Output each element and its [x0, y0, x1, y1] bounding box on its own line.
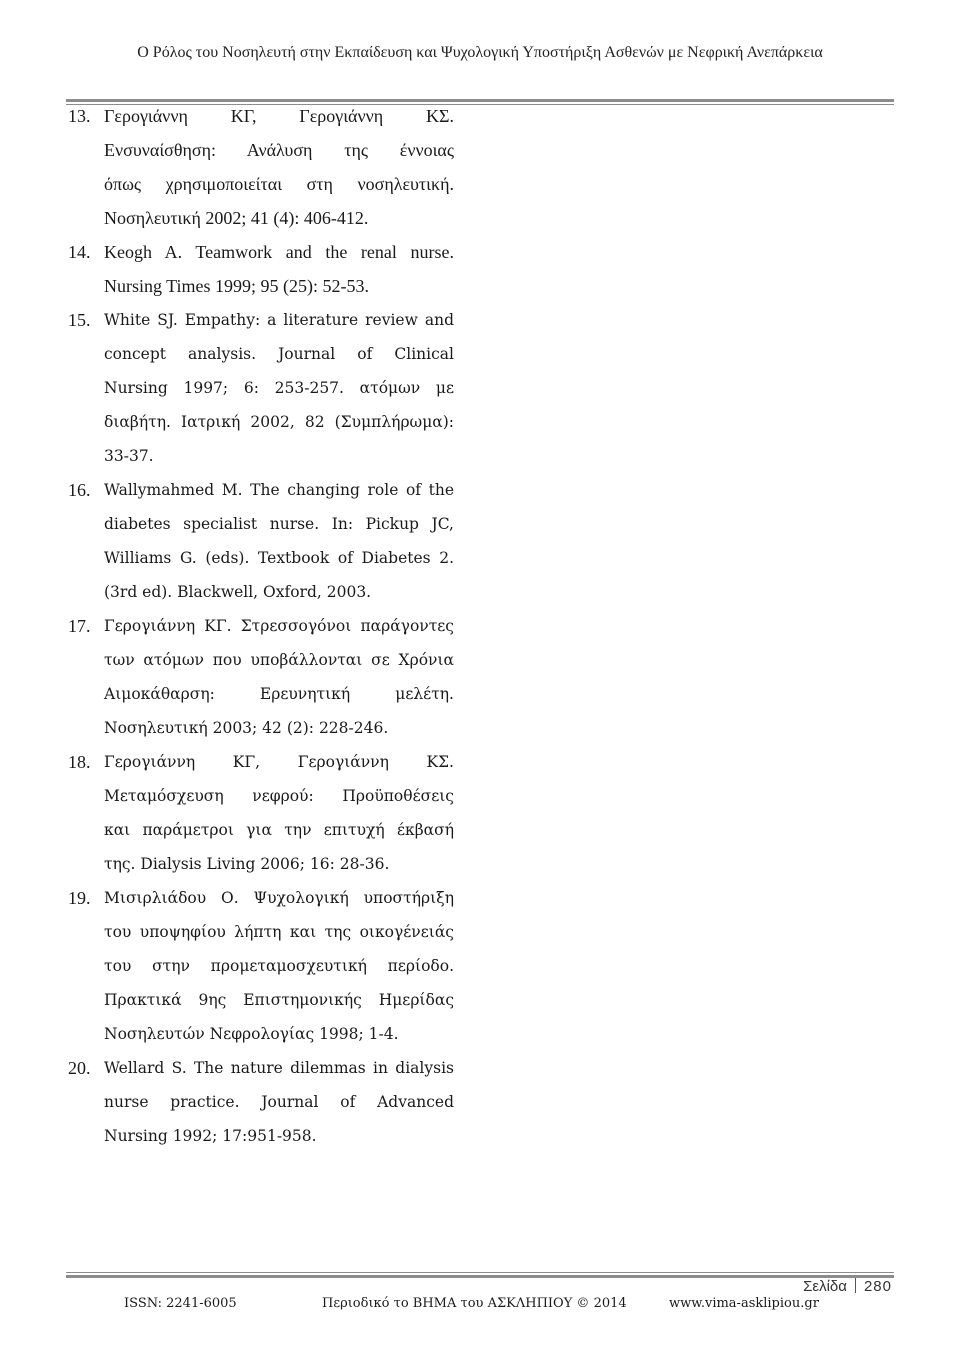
footer-rule [66, 1275, 894, 1278]
reference-item [66, 99, 454, 235]
reference-number: 16. [68, 480, 91, 500]
page-label: Σελίδα [803, 1278, 847, 1295]
reference-item [66, 881, 454, 1051]
reference-item [66, 235, 454, 303]
reference-line: Νοσηλευτική 2002; 41 (4): 406-412. [104, 208, 369, 228]
reference-line: 33-37. [104, 447, 154, 465]
reference-line: διαβήτη. Ιατρική 2002, 82 (Συμπλήρωμα): [104, 413, 454, 431]
reference-line: του υποψηφίου λήπτη και της οικογένειάς [104, 923, 454, 941]
reference-number: 20. [68, 1058, 91, 1078]
reference-line: Keogh A. Teamwork and the renal nurse. [104, 242, 454, 262]
reference-item [66, 745, 454, 881]
reference-line: Γερογιάννη ΚΓ. Στρεσσογόνοι παράγοντες [104, 617, 454, 635]
reference-line: Νοσηλευτών Νεφρολογίας 1998; 1-4. [104, 1025, 399, 1043]
reference-line: Νοσηλευτική 2003; 42 (2): 228-246. [104, 719, 389, 737]
reference-number: 18. [68, 752, 91, 772]
footer-journal: Περιοδικό το ΒΗΜΑ του ΑΣΚΛΗΠΙΟΥ © 2014 [322, 1296, 627, 1311]
reference-line: Γερογιάννη ΚΓ, Γερογιάννη ΚΣ. [104, 753, 454, 771]
reference-number: 15. [68, 310, 91, 330]
reference-line: Ενσυναίσθηση: Ανάλυση της έννοιας [104, 140, 454, 160]
running-header: Ο Ρόλος του Νοσηλευτή στην Εκπαίδευση και Ψυχολογική Υποστήριξη Ασθενών με Νεφρική Ανεπάρκεια [137, 44, 823, 61]
page-indicator [780, 1276, 892, 1298]
reference-line: nurse practice. Journal of Advanced [104, 1093, 454, 1111]
reference-line: (3rd ed). Blackwell, Oxford, 2003. [104, 583, 372, 601]
reference-number: 13. [68, 106, 91, 126]
reference-line: White SJ. Empathy: a literature review and [104, 311, 454, 329]
reference-item [66, 303, 454, 473]
reference-item [66, 473, 454, 609]
reference-line: Αιμοκάθαρση: Ερευνητική μελέτη. [104, 685, 454, 703]
reference-line: Nursing 1997; 6: 253-257. ατόμων με [104, 379, 454, 397]
reference-list [66, 99, 454, 1153]
reference-line: Γερογιάννη ΚΓ, Γερογιάννη ΚΣ. [104, 106, 454, 126]
reference-number: 14. [68, 242, 91, 262]
reference-number: 17. [68, 616, 91, 636]
reference-line: Williams G. (eds). Textbook of Diabetes 2. [104, 549, 454, 567]
reference-line: Wallymahmed M. The changing role of the [104, 481, 454, 499]
reference-line: των ατόμων που υποβάλλονται σε Χρόνια [104, 651, 454, 669]
reference-line: Wellard S. The nature dilemmas in dialysis [104, 1059, 454, 1077]
reference-number: 19. [68, 888, 91, 908]
page-separator [855, 1278, 856, 1293]
page-footer [0, 1296, 960, 1318]
footer-rule-thin [66, 1272, 894, 1273]
reference-line: Nursing 1992; 17:951-958. [104, 1127, 317, 1145]
page-number: 280 [863, 1278, 892, 1295]
reference-line: και παράμετροι για την επιτυχή έκβασή [104, 821, 454, 839]
footer-website: www.vima-asklipiou.gr [669, 1296, 819, 1311]
reference-line: Μισιρλιάδου Ο. Ψυχολογική υποστήριξη [104, 889, 454, 907]
reference-line: του στην προμεταμοσχευτική περίοδο. [104, 957, 454, 975]
reference-item [66, 609, 454, 745]
reference-line: Πρακτικά 9ης Επιστημονικής Ημερίδας [104, 991, 454, 1009]
reference-line: της. Dialysis Living 2006; 16: 28-36. [104, 855, 390, 873]
reference-line: Nursing Times 1999; 95 (25): 52-53. [104, 276, 370, 296]
reference-line: Μεταμόσχευση νεφρού: Προϋποθέσεις [104, 787, 454, 805]
reference-line: όπως χρησιμοποιείται στη νοσηλευτική. [104, 174, 454, 194]
reference-line: concept analysis. Journal of Clinical [104, 345, 454, 363]
reference-item [66, 1051, 454, 1153]
reference-line: diabetes specialist nurse. In: Pickup JC, [104, 515, 454, 533]
footer-issn: ISSN: 2241-6005 [124, 1296, 237, 1311]
